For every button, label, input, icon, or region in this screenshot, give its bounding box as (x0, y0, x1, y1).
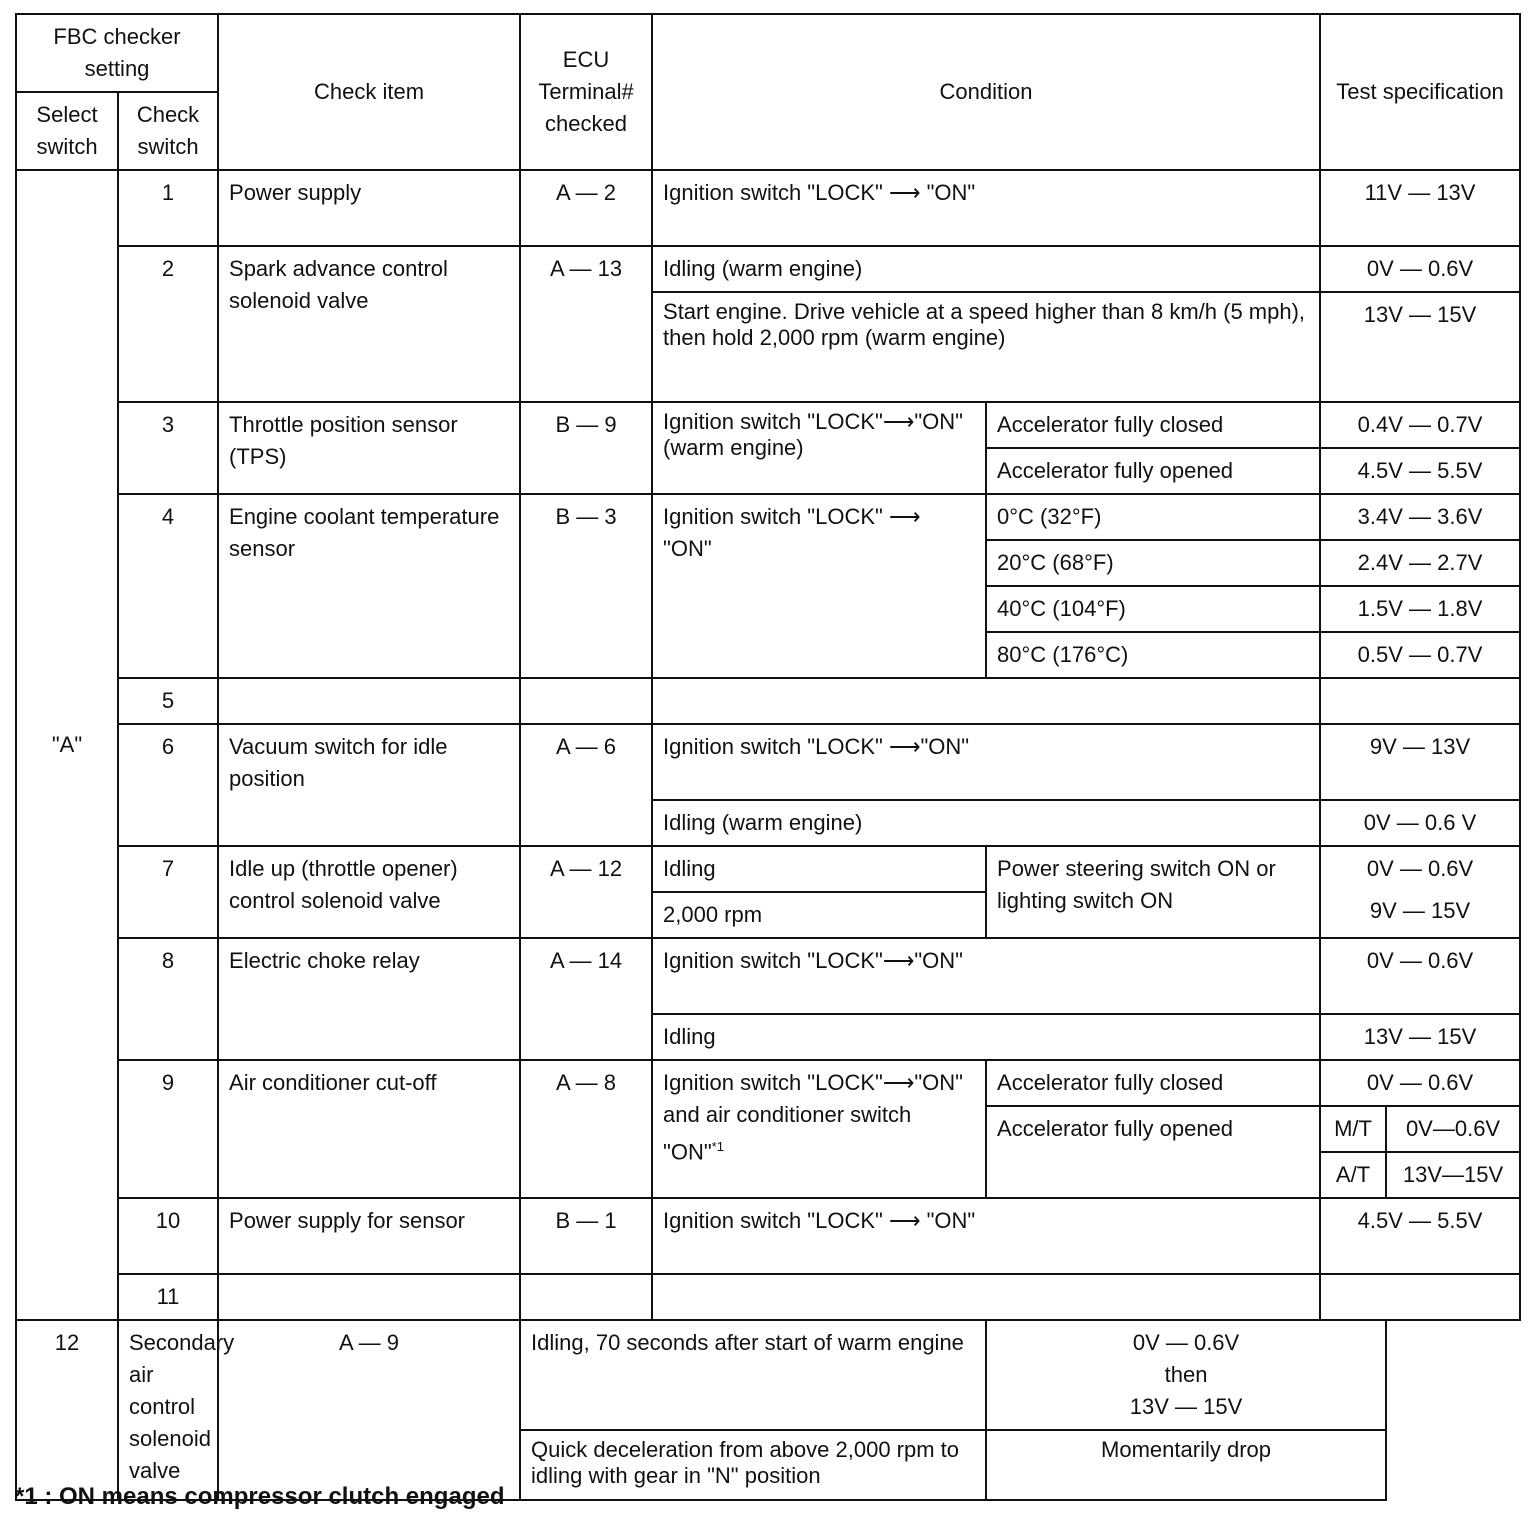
check-num: 6 (118, 724, 218, 846)
check-num: 10 (118, 1198, 218, 1274)
header-fbc-setting: FBC checker setting (16, 14, 218, 92)
condition: Idling, 70 seconds after start of warm engine (520, 1320, 986, 1430)
check-item: Vacuum switch for idle position (218, 724, 520, 846)
check-num: 2 (118, 246, 218, 402)
test-spec (1320, 1274, 1520, 1320)
test-spec: Momentarily drop (986, 1430, 1386, 1500)
test-spec: 0V—0.6V (1386, 1106, 1520, 1152)
test-spec: 9V — 13V (1320, 724, 1520, 800)
check-item: Power supply (218, 170, 520, 246)
test-spec: 4.5V — 5.5V (1320, 1198, 1520, 1274)
test-spec-line: 0V — 0.6V (1132, 1330, 1240, 1355)
condition: Ignition switch "LOCK" ⟶"ON" (652, 724, 1320, 800)
sub-condition: Accelerator fully opened (986, 1106, 1320, 1198)
test-spec: 13V—15V (1386, 1152, 1520, 1198)
condition: Start engine. Drive vehicle at a speed higher than 8 km/h (5 mph), then hold 2,000 rpm (warm engine) (652, 292, 1320, 402)
ecu-terminal (520, 678, 652, 724)
test-spec: 0V — 0.6 V (1320, 800, 1520, 846)
check-num: 1 (118, 170, 218, 246)
check-num: 5 (118, 678, 218, 724)
header-check-switch: Check switch (118, 92, 218, 170)
check-item (218, 1274, 520, 1320)
test-spec: 2.4V — 2.7V (1320, 540, 1520, 586)
test-spec (1320, 678, 1520, 724)
check-item: Throttle position sensor (TPS) (218, 402, 520, 494)
test-spec-line: 13V — 15V (1129, 1394, 1243, 1419)
condition (652, 1274, 1320, 1320)
check-item: Spark advance control solenoid valve (218, 246, 520, 402)
test-spec: 0.4V — 0.7V (1320, 402, 1520, 448)
test-spec: 13V — 15V (1320, 292, 1520, 402)
sub-condition: 80°C (176°C) (986, 632, 1320, 678)
test-spec (986, 1320, 1386, 1430)
check-item: Electric choke relay (218, 938, 520, 1060)
condition (652, 678, 1320, 724)
condition: Idling (652, 846, 986, 892)
test-spec: 0V — 0.6V (1320, 1060, 1520, 1106)
test-spec-line: 9V — 15V (1369, 898, 1471, 923)
test-spec: 11V — 13V (1320, 170, 1520, 246)
footnote: *1 : ON means compressor clutch engaged (15, 1483, 505, 1510)
check-item (218, 678, 520, 724)
condition: Ignition switch "LOCK" ⟶ "ON" (652, 170, 1320, 246)
header-check-item: Check item (218, 14, 520, 170)
ecu-terminal: A — 14 (520, 938, 652, 1060)
check-num: 8 (118, 938, 218, 1060)
condition: Ignition switch "LOCK" ⟶ "ON" (652, 494, 986, 678)
transmission-mt-label: M/T (1320, 1106, 1386, 1152)
condition (652, 1060, 986, 1198)
check-num: 9 (118, 1060, 218, 1198)
ecu-terminal: B — 9 (520, 402, 652, 494)
test-spec-line: 0V — 0.6V (1366, 856, 1474, 881)
ecu-terminal: A — 13 (520, 246, 652, 402)
check-num: 4 (118, 494, 218, 678)
ecu-terminal: A — 8 (520, 1060, 652, 1198)
header-condition: Condition (652, 14, 1320, 170)
transmission-at-label: A/T (1320, 1152, 1386, 1198)
condition: 2,000 rpm (652, 892, 986, 938)
condition: Idling (652, 1014, 1320, 1060)
sub-condition: Power steering switch ON or lighting switch ON (986, 846, 1320, 938)
ecu-terminal: A — 2 (520, 170, 652, 246)
condition: Quick deceleration from above 2,000 rpm to idling with gear in "N" position (520, 1430, 986, 1500)
test-spec: 0.5V — 0.7V (1320, 632, 1520, 678)
test-spec-line: then (1164, 1362, 1208, 1387)
check-num: 11 (118, 1274, 218, 1320)
check-item: Secondary air control solenoid valve (118, 1320, 218, 1500)
header-test-spec: Test specification (1320, 14, 1520, 170)
footnote-marker: *1 (711, 1139, 724, 1154)
ecu-terminal: A — 6 (520, 724, 652, 846)
sub-condition: Accelerator fully opened (986, 448, 1320, 494)
test-spec: 3.4V — 3.6V (1320, 494, 1520, 540)
ecu-terminal: A — 9 (218, 1320, 520, 1500)
ecu-terminal: B — 3 (520, 494, 652, 678)
header-ecu-terminal: ECU Terminal# checked (520, 14, 652, 170)
ecu-terminal: A — 12 (520, 846, 652, 938)
check-item: Air conditioner cut-off (218, 1060, 520, 1198)
condition: Ignition switch "LOCK"⟶"ON" (652, 938, 1320, 1014)
test-spec: 0V — 0.6V (1320, 938, 1520, 1014)
check-num: 7 (118, 846, 218, 938)
check-item: Engine coolant temperature sensor (218, 494, 520, 678)
test-spec: 1.5V — 1.8V (1320, 586, 1520, 632)
condition: Idling (warm engine) (652, 800, 1320, 846)
ecu-terminal: B — 1 (520, 1198, 652, 1274)
check-item: Idle up (throttle opener) control solenoid valve (218, 846, 520, 938)
sub-condition: Accelerator fully closed (986, 1060, 1320, 1106)
condition: Ignition switch "LOCK"⟶"ON" (warm engine) (652, 402, 986, 494)
condition-text: Ignition switch "LOCK"⟶"ON" and air conditioner switch "ON" (663, 1070, 963, 1165)
condition: Ignition switch "LOCK" ⟶ "ON" (652, 1198, 1320, 1274)
test-spec: 4.5V — 5.5V (1320, 448, 1520, 494)
check-item: Power supply for sensor (218, 1198, 520, 1274)
test-spec: 13V — 15V (1320, 1014, 1520, 1060)
sub-condition: 20°C (68°F) (986, 540, 1320, 586)
check-num: 3 (118, 402, 218, 494)
check-num: 12 (16, 1320, 118, 1500)
header-select-switch: Select switch (16, 92, 118, 170)
test-spec (1320, 846, 1520, 938)
test-spec: 0V — 0.6V (1320, 246, 1520, 292)
sub-condition: Accelerator fully closed (986, 402, 1320, 448)
fbc-check-table (15, 13, 1521, 1501)
ecu-terminal (520, 1274, 652, 1320)
select-switch-value: "A" (16, 170, 118, 1320)
condition: Idling (warm engine) (652, 246, 1320, 292)
sub-condition: 40°C (104°F) (986, 586, 1320, 632)
sub-condition: 0°C (32°F) (986, 494, 1320, 540)
